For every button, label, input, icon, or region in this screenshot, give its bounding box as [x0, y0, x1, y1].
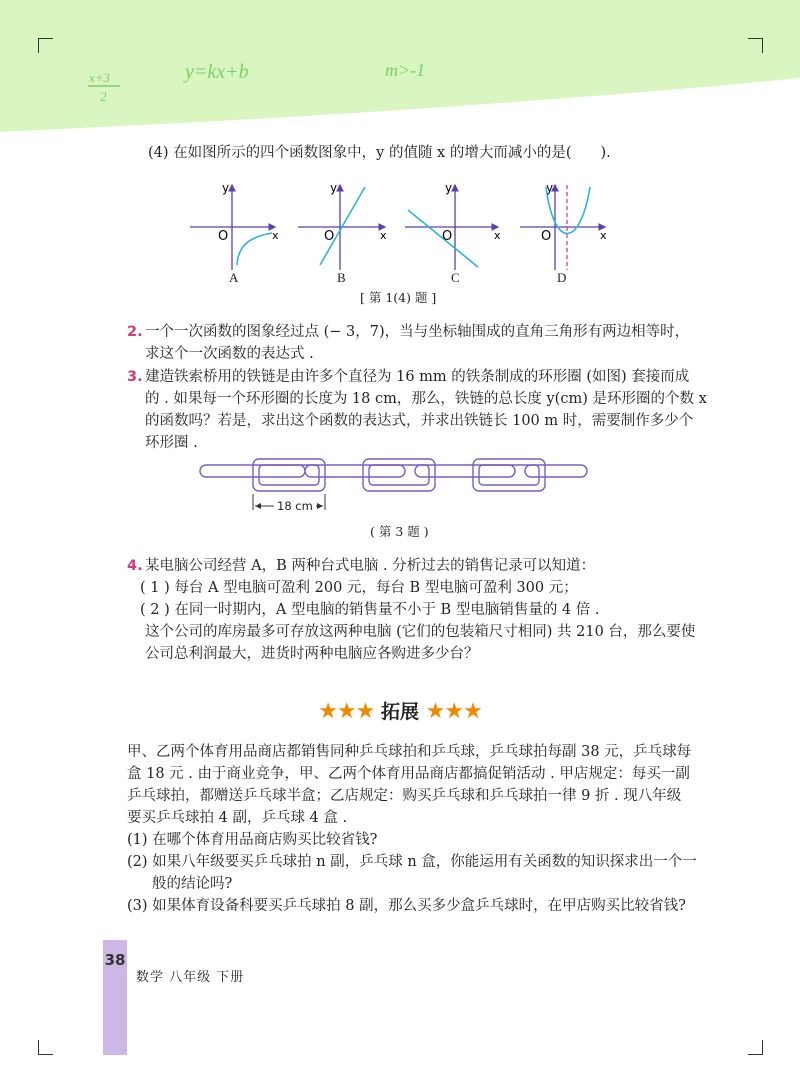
graph-b-origin: O — [324, 229, 335, 244]
question-4-number: 4. — [127, 558, 143, 574]
graph-c-origin: O — [442, 229, 453, 244]
extension-subquestion-3: (3) 如果体育设备科要买乒乓球拍 8 副，那么买多少盒乒乓球时，在甲店购买比较省钱? — [127, 898, 686, 914]
extension-paragraph-line-4: 要买乒乓球拍 4 副，乒乓球 4 盒 . — [127, 810, 348, 826]
question-2-line-2: 求这个一次函数的表达式 . — [145, 346, 314, 362]
extension-paragraph-line-1: 甲、乙两个体育用品商店都销售同种乒乓球拍和乒乓球，乒乓球拍每副 38 元，乒乓球每 — [127, 744, 692, 760]
graph-d-x-label: x — [600, 229, 607, 242]
extension-paragraph-line-2: 盒 18 元 . 由于商业竞争，甲、乙两个体育用品商店都搞促销活动 . 甲店规定：每买一副 — [127, 766, 690, 782]
graph-b-x-label: x — [380, 229, 387, 242]
graph-a-origin: O — [218, 229, 229, 244]
question-3-line-1: 建造铁索桥用的铁链是由许多个直径为 16 mm 的铁条制成的环形圈 (如图) 套接而成 — [145, 369, 690, 385]
star-icon-left: ★★★ — [318, 699, 375, 724]
question-3-line-2: 的 . 如果每一个环形圈的长度为 18 cm，那么，铁链的总长度 y(cm) 是环形圈的个数 x — [145, 391, 707, 407]
question-2-number: 2. — [127, 324, 143, 340]
extension-subquestion-2b: 般的结论吗? — [152, 876, 233, 892]
graph-a-curve — [237, 233, 272, 265]
graph-c — [405, 181, 501, 270]
graph-d — [520, 181, 607, 270]
graph-b-y-label: y — [330, 181, 338, 195]
figure-caption-3: ( 第 3 题 ) — [370, 524, 429, 539]
question-3-line-4: 环形圈 . — [145, 435, 198, 451]
question-4-line-5: 公司总利润最大，进货时两种电脑应各购进多少台？ — [145, 646, 479, 662]
question-1-4-text: (4) 在如图所示的四个函数图象中，y 的值随 x 的增大而减小的是( ). — [148, 145, 611, 161]
banner-formula-denominator: 2 — [100, 89, 107, 104]
graph-b — [298, 181, 387, 270]
graph-d-origin: O — [541, 229, 552, 244]
graph-c-y-label: y — [445, 181, 453, 195]
graph-d-y-label: y — [546, 181, 554, 195]
graph-a-y-label: y — [222, 181, 230, 195]
star-icon-right: ★★★ — [425, 699, 482, 724]
graph-c-label: C — [451, 270, 460, 285]
function-graphs — [180, 175, 620, 275]
graph-a — [190, 181, 279, 270]
banner-formula-inequality: m>-1 — [385, 60, 426, 80]
question-2-line-1: 一个一次函数的图象经过点 (− 3，7)，当与坐标轴围成的直角三角形有两边相等时， — [145, 324, 690, 340]
question-3-line-3: 的函数吗？若是，求出这个函数的表达式，并求出铁链长 100 m 时，需要制作多少个 — [145, 413, 694, 429]
figure-caption-1-4: [ 第 1(4) 题 ] — [360, 290, 437, 305]
graph-b-label: B — [337, 270, 346, 285]
extension-heading — [0, 697, 800, 724]
chain-diagram — [195, 454, 595, 524]
banner-formula-linear: y=kx+b — [185, 61, 249, 83]
question-4-line-1: 某电脑公司经营 A，B 两种台式电脑 . 分析过去的销售记录可以知道： — [145, 558, 596, 574]
book-title: 数学 八年级 下册 — [136, 970, 245, 985]
crop-mark-top-right — [748, 38, 763, 53]
page-number: 38 — [104, 951, 126, 969]
question-4-line-4: 这个公司的库房最多可存放这两种电脑 (它们的包装箱尺寸相同) 共 210 台，那么要使 — [145, 624, 696, 640]
extension-subquestion-2a: (2) 如果八年级要买乒乓球拍 n 副，乒乓球 n 盒，你能运用有关函数的知识探求出一个一 — [127, 854, 697, 870]
graph-c-x-label: x — [494, 229, 501, 242]
question-3-number: 3. — [127, 369, 143, 385]
header-banner — [0, 0, 800, 140]
crop-mark-bottom-left — [38, 1040, 53, 1055]
crop-mark-bottom-right — [748, 1040, 763, 1055]
question-4-line-3: ( 2 ) 在同一时期内，A 型电脑的销售量不小于 B 型电脑销售量的 4 倍 . — [140, 602, 600, 618]
graph-b-line — [320, 187, 365, 265]
graph-d-label: D — [557, 270, 567, 285]
banner-formula-numerator: x+3 — [89, 70, 111, 85]
extension-title: 拓展 — [380, 701, 419, 723]
extension-paragraph-line-3: 乒乓球拍，都赠送乒乓球半盒；乙店规定：购买乒乓球和乒乓球拍一律 9 折 . 现八年级 — [127, 788, 682, 804]
extension-subquestion-1: (1) 在哪个体育用品商店购买比较省钱? — [127, 832, 378, 848]
question-4-line-2: ( 1 ) 每台 A 型电脑可盈利 200 元，每台 B 型电脑可盈利 300 元； — [140, 580, 578, 596]
graph-a-x-label: x — [272, 229, 279, 242]
crop-mark-top-left — [38, 38, 53, 53]
graph-a-label: A — [229, 270, 239, 285]
chain-dimension-label: 18 cm — [274, 499, 316, 513]
